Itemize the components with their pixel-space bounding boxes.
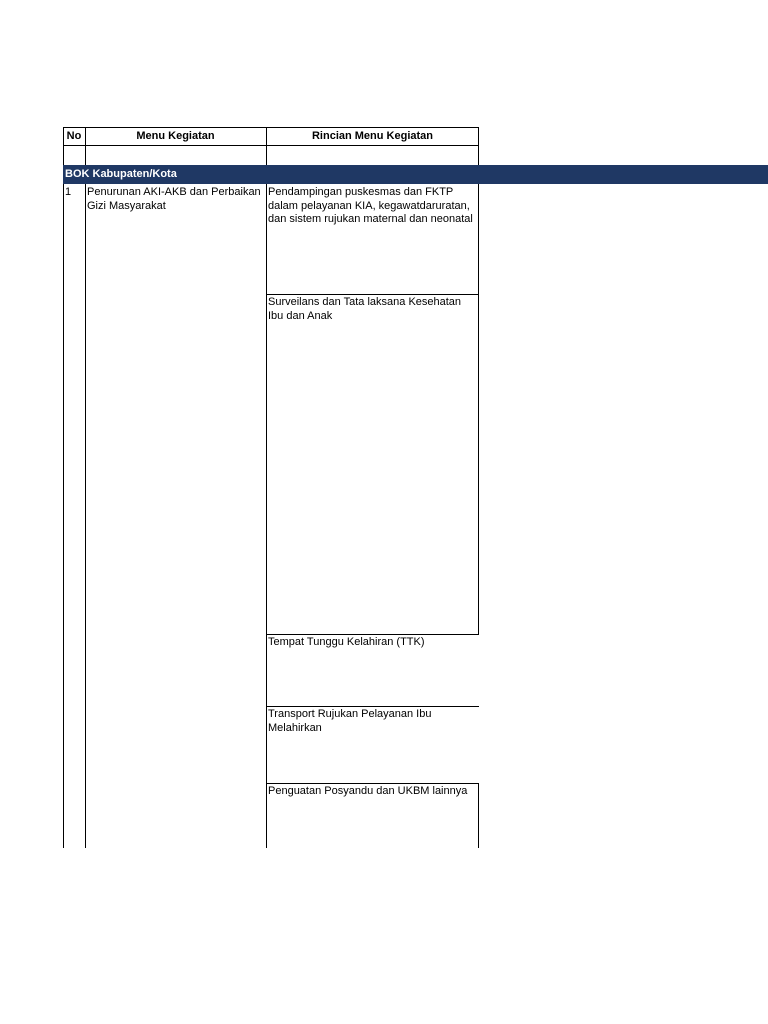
rincian-text-2: Surveilans dan Tata laksana Kesehatan Ibu dan Anak — [268, 296, 462, 322]
rincian-text-1: Pendampingan puskesmas dan FKTP dalam pelayanan KIA, kegawatdaruratan, dan sistem rujukan maternal dan neonatal — [268, 186, 473, 225]
grid-line-no-menu-body — [85, 184, 86, 848]
header-menu-label: Menu Kegiatan — [136, 130, 215, 142]
header-cell-no — [63, 127, 85, 146]
grid-line-no-menu — [85, 127, 86, 165]
row1-no: 1 — [65, 186, 72, 198]
rincian-cell-3 — [267, 635, 478, 650]
grid-line-right-seg2 — [478, 783, 479, 848]
header-no-label: No — [66, 130, 82, 142]
grid-line-right-seg1 — [478, 184, 479, 635]
section-band — [63, 165, 768, 184]
row1-menu: Penurunan AKI-AKB dan Perbaikan Gizi Masyarakat — [87, 186, 261, 212]
rincian-text-4: Transport Rujukan Pelayanan Ibu Melahirkan — [268, 708, 432, 734]
rincian-cell-1 — [267, 185, 478, 227]
rincian-text-3: Tempat Tunggu Kelahiran (TTK) — [268, 636, 425, 648]
grid-line-menu-rincian — [266, 127, 267, 165]
rincian-cell-2 — [267, 295, 478, 323]
header-cell-menu — [85, 127, 266, 146]
row1-no-cell — [64, 185, 85, 200]
rincian-text-5: Penguatan Posyandu dan UKBM lainnya — [268, 785, 468, 797]
grid-line-left-body — [63, 184, 64, 848]
row1-menu-cell — [86, 185, 266, 213]
section-title: BOK Kabupaten/Kota — [65, 168, 177, 180]
header-rincian-label: Rincian Menu Kegiatan — [311, 130, 434, 142]
rincian-cell-4 — [267, 707, 478, 735]
header-cell-rincian — [266, 127, 479, 146]
rincian-cell-5 — [267, 784, 478, 799]
grid-line-menu-rincian-body — [266, 184, 267, 848]
grid-line-left — [63, 127, 64, 165]
grid-line-right — [478, 127, 479, 165]
